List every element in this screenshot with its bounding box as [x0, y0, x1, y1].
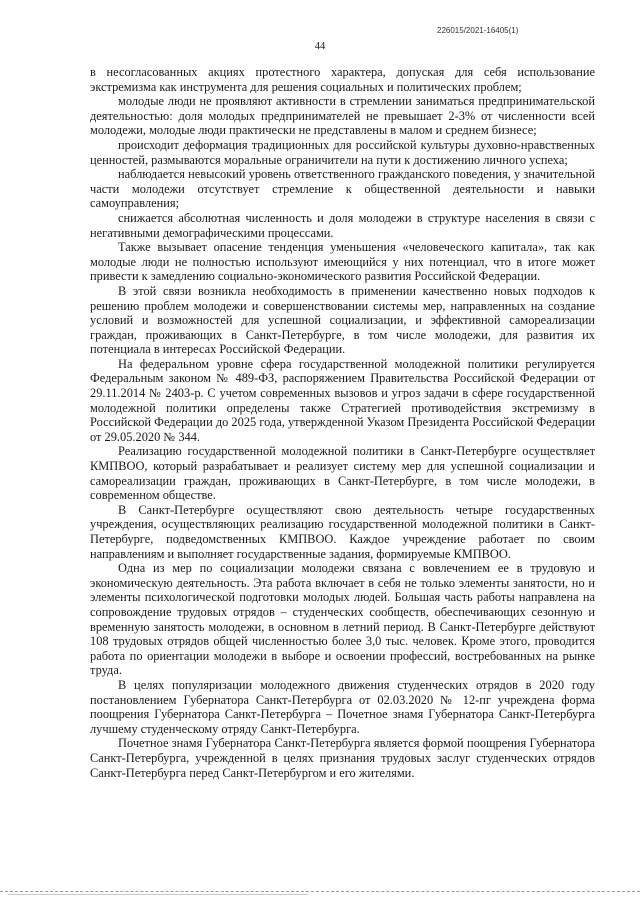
scan-edge-line	[0, 891, 640, 892]
paragraph: происходит деформация традиционных для российской культуры духовно-нравственных ценностей, размываются моральные ограничители на пути к достижению личного успеха;	[90, 137, 595, 167]
paragraph: В этой связи возникла необходимость в применении качественно новых подходов к решению проблем молодежи и совершенствовании системы мер, направленных на создание условий и возможностей для успешной социализации, и эффективной самореализации граждан, проживающих в Санкт-Петербурге, в том числе молодежи, для развития их потенциала в интересах Российской Федерации.	[90, 283, 595, 357]
paragraph: Реализацию государственной молодежной политики в Санкт-Петербурге осуществляет КМПВОО, который разрабатывает и реализует систему мер для успешной социализации и самореализации граждан, проживающих в Санкт-Петербурге, в том числе молодежи, в современном обществе.	[90, 444, 595, 503]
document-body	[90, 65, 595, 780]
paragraph: В Санкт-Петербурге осуществляют свою деятельность четыре государственных учреждения, осуществляющих реализацию государственной молодежной политики в Санкт-Петербурге, подведомственных КМПВОО. Каждое учреждение работает по своим направлениям и выполняет государственные задания, формируемые КМПВОО.	[90, 502, 595, 561]
page-number: 44	[314, 41, 326, 52]
paragraph: Также вызывает опасение тенденция уменьшения «человеческого капитала», так как молодые люди не полностью используют имеющийся у них потенциал, что в итоге может привести к замедлению социально-экономического развития Российской Федерации.	[90, 240, 595, 284]
paragraph: В целях популяризации молодежного движения студенческих отрядов в 2020 году постановлением Губернатора Санкт-Петербурга от 02.03.2020 № 12-пг учреждена форма поощрения Губернатора Санкт-Петербурга – Почетное знамя Губернатора Санкт-Петербурга лучшему студенческому отряду Санкт-Петербурга.	[90, 677, 595, 736]
scan-edge-line	[8, 894, 308, 895]
paragraph: наблюдается невысокий уровень ответственного гражданского поведения, у значительной части молодежи отсутствует стремление к общественной деятельности и навыки самоуправления;	[90, 167, 595, 211]
paragraph: На федеральном уровне сфера государственной молодежной политики регулируется Федеральным законом № 489-ФЗ, распоряжением Правительства Российской Федерации от 29.11.2014 № 2403-р. С учетом современных вызовов и угроз задачи в сфере государственной молодежной политики определены также Стратегией противодействия экстремизму в Российской Федерации до 2025 года, утвержденной Указом Президента Российской Федерации от 29.05.2020 № 344.	[90, 356, 595, 444]
paragraph: снижается абсолютная численность и доля молодежи в структуре населения в связи с негативными демографическими процессами.	[90, 210, 595, 240]
paragraph: в несогласованных акциях протестного характера, допуская для себя использование экстремизма как инструмента для решения социальных и политических проблем;	[90, 65, 595, 94]
document-id: 226015/2021-16405(1)	[437, 26, 519, 35]
paragraph: Почетное знамя Губернатора Санкт-Петербурга является формой поощрения Губернатора Санкт-Петербурга, учрежденной в целях признания трудовых заслуг студенческих отрядов Санкт-Петербурга перед Санкт-Петербургом и его жителями.	[90, 736, 595, 780]
paragraph: молодые люди не проявляют активности в стремлении заниматься предпринимательской деятельностью: доля молодых предпринимателей не превышает 2-3% от численности всей молодежи, молодые люди практически не представлены в малом и среднем бизнесе;	[90, 94, 595, 138]
paragraph: Одна из мер по социализации молодежи связана с вовлечением ее в трудовую и экономическую деятельность. Эта работа включает в себя не только элементы занятости, но и элементы психологической подготовки молодых людей. Большая часть работы направлена на сопровождение трудовых отрядов – студенческих сообществ, обеспечивающих сезонную и временную занятость молодежи, в основном в летний период. В Санкт-Петербурге действуют 108 трудовых отрядов общей численностью более 3,0 тыс. человек. Кроме этого, проводится работа по ориентации молодежи в выборе и освоении профессий, востребованных на рынке труда.	[90, 561, 595, 678]
